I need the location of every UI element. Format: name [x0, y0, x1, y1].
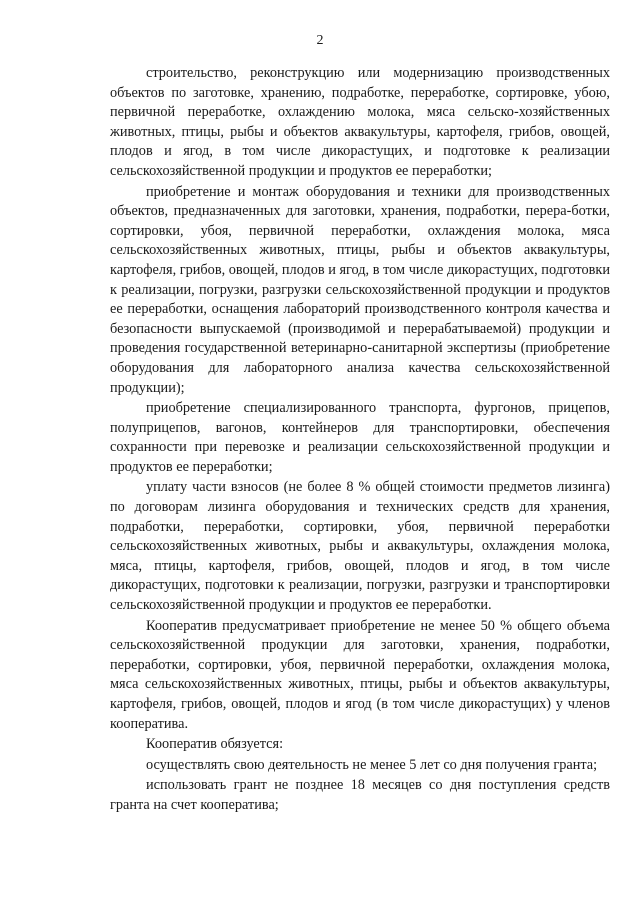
paragraph-obligations-heading: Кооператив обязуется:	[146, 736, 284, 753]
paragraph-equipment: приобретение и монтаж оборудования и техники для производственных объектов, предназначенных для заготовки, хранения, подработки, перера-ботки, сортировки, убоя, первичной переработки, охлаждения молока, мяса сельскохозяйственных животных, птицы, рыбы и объектов аквакультуры, картофеля, грибов, овощей, плодов и ягод, в том числе дикорастущих, подготовки к реализации, погрузки, разгрузки сельскохозяйственной продукции и продуктов ее переработки, оснащения лабораторий производственного контроля качества и безопасности выпускаемой (производимой и перерабатываемой) продукции и проведения государственной ветеринарно-санитарной экспертизы (приобретение оборудования для лабораторного анализа качества сельскохозяйственной продукции);	[110, 183, 610, 396]
document-body	[110, 64, 610, 816]
page-number: 2	[316, 33, 324, 48]
paragraph-purchase-share: Кооператив предусматривает приобретение не менее 50 % общего объема сельскохозяйственной продукции для заготовки, хранения, подработки, переработки, сортировки, убоя, первичной переработки, охлаждения молока, мяса сельскохозяйственных животных, птицы, рыбы и объектов аквакультуры, картофеля, грибов, овощей, плодов и ягод (в том числе дикорастущих) у членов кооператива.	[110, 617, 610, 732]
paragraph-construction: строительство, реконструкцию или модернизацию производственных объектов по заготовке, хранению, подработке, переработке, сортировке, убою, первичной переработке, охлаждению молока, мяса сельско-хозяйственных животных, птицы, рыбы и объектов аквакультуры, картофеля, грибов, овощей, плодов и ягод, в том числе дикорастущих, и подготовке к реализации сельскохозяйственной продукции и продуктов ее переработки;	[110, 65, 610, 179]
paragraph-obligation-grant-use: использовать грант не позднее 18 месяцев со дня поступления средств гранта на счет кооператива;	[110, 777, 610, 813]
paragraph-obligation-activity: осуществлять свою деятельность не менее 5 лет со дня получения гранта;	[146, 756, 598, 773]
paragraph-leasing: уплату части взносов (не более 8 % общей стоимости предметов лизинга) по договорам лизинга оборудования и технических средств для хранения, подработки, переработки, сортировки, убоя, первичной переработки сельскохозяйственных животных, рыбы и аквакультуры, охлаждения молока, мяса, птицы, картофеля, грибов, овощей, плодов и ягод, в том числе дикорастущих, подготовки к реализации, погрузки, разгрузки и транспортировки сельскохозяйственной продукции и продуктов ее переработки.	[110, 479, 610, 614]
paragraph-transport: приобретение специализированного транспорта, фургонов, прицепов, полуприцепов, вагонов, контейнеров для транспортировки, обеспечения сохранности при перевозке и реализации сельскохозяйственной продукции и продуктов ее переработки;	[110, 400, 610, 475]
